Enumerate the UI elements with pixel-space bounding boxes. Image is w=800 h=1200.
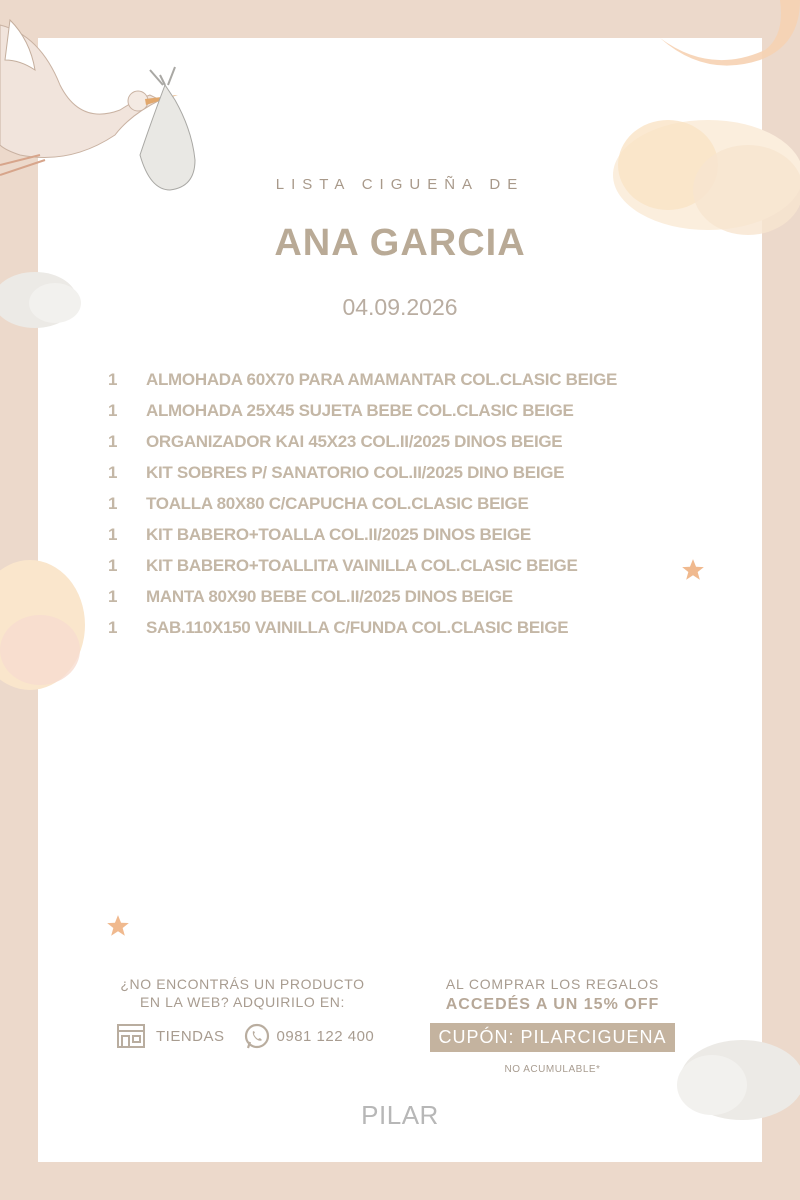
item-name: KIT SOBRES P/ SANATORIO COL.II/2025 DINO BEIGE: [146, 462, 565, 482]
contact-row: [115, 1020, 374, 1052]
item-name: ALMOHADA 60X70 PARA AMAMANTAR COL.CLASIC BEIGE: [146, 369, 618, 389]
moon-icon: [650, 0, 800, 70]
list-item: [108, 457, 708, 488]
list-subtitle: LISTA CIGUEÑA DE: [275, 176, 525, 193]
whatsapp-icon: [243, 1022, 271, 1050]
item-quantity: 1: [108, 462, 118, 482]
item-name: KIT BABERO+TOALLA COL.II/2025 DINOS BEIGE: [146, 524, 531, 544]
item-quantity: 1: [108, 493, 118, 513]
item-quantity: 1: [108, 617, 118, 637]
list-item: [108, 426, 708, 457]
item-quantity: 1: [108, 431, 118, 451]
promo-line1: AL COMPRAR LOS REGALOS: [445, 976, 660, 992]
promo-note: NO ACUMULABLE*: [504, 1064, 601, 1075]
not-found-line1: ¿NO ENCONTRÁS UN PRODUCTO: [120, 976, 365, 992]
coupon-badge: CUPÓN: PILARCIGUENA: [430, 1023, 674, 1052]
recipient-name: ANA GARCIA: [274, 222, 526, 264]
list-item: [108, 519, 708, 550]
cloud-icon: [0, 550, 85, 695]
list-item: [108, 550, 708, 581]
list-item: [108, 395, 708, 426]
brand-logo: PILAR: [361, 1100, 439, 1130]
item-quantity: 1: [108, 555, 118, 575]
not-found-line2: EN LA WEB? ADQUIRILO EN:: [139, 994, 345, 1010]
list-date: 04.09.2026: [342, 294, 458, 320]
phone-link[interactable]: 0981 122 400: [276, 1027, 375, 1045]
list-item: [108, 364, 708, 395]
item-quantity: 1: [108, 586, 118, 606]
star-icon: [105, 913, 131, 939]
list-item: [108, 488, 708, 519]
item-name: ORGANIZADOR KAI 45X23 COL.II/2025 DINOS BEIGE: [146, 431, 563, 451]
item-name: MANTA 80X90 BEBE COL.II/2025 DINOS BEIGE: [146, 586, 513, 606]
item-quantity: 1: [108, 400, 118, 420]
gift-list: [108, 364, 708, 643]
item-name: SAB.110X150 VAINILLA C/FUNDA COL.CLASIC BEIGE: [146, 617, 569, 637]
item-quantity: 1: [108, 524, 118, 544]
list-item: [108, 612, 708, 643]
list-item: [108, 581, 708, 612]
item-name: TOALLA 80X80 C/CAPUCHA COL.CLASIC BEIGE: [146, 493, 529, 513]
not-found-notice: [100, 975, 385, 1011]
item-name: KIT BABERO+TOALLITA VAINILLA COL.CLASIC BEIGE: [146, 555, 578, 575]
stores-link[interactable]: TIENDAS: [156, 1027, 225, 1045]
promo-line2: ACCEDÉS A UN 15% OFF: [445, 996, 660, 1013]
store-icon: [115, 1022, 147, 1050]
stork-icon: [0, 15, 205, 195]
item-quantity: 1: [108, 369, 118, 389]
promo-block: [420, 975, 685, 1075]
item-name: ALMOHADA 25X45 SUJETA BEBE COL.CLASIC BEIGE: [146, 400, 574, 420]
